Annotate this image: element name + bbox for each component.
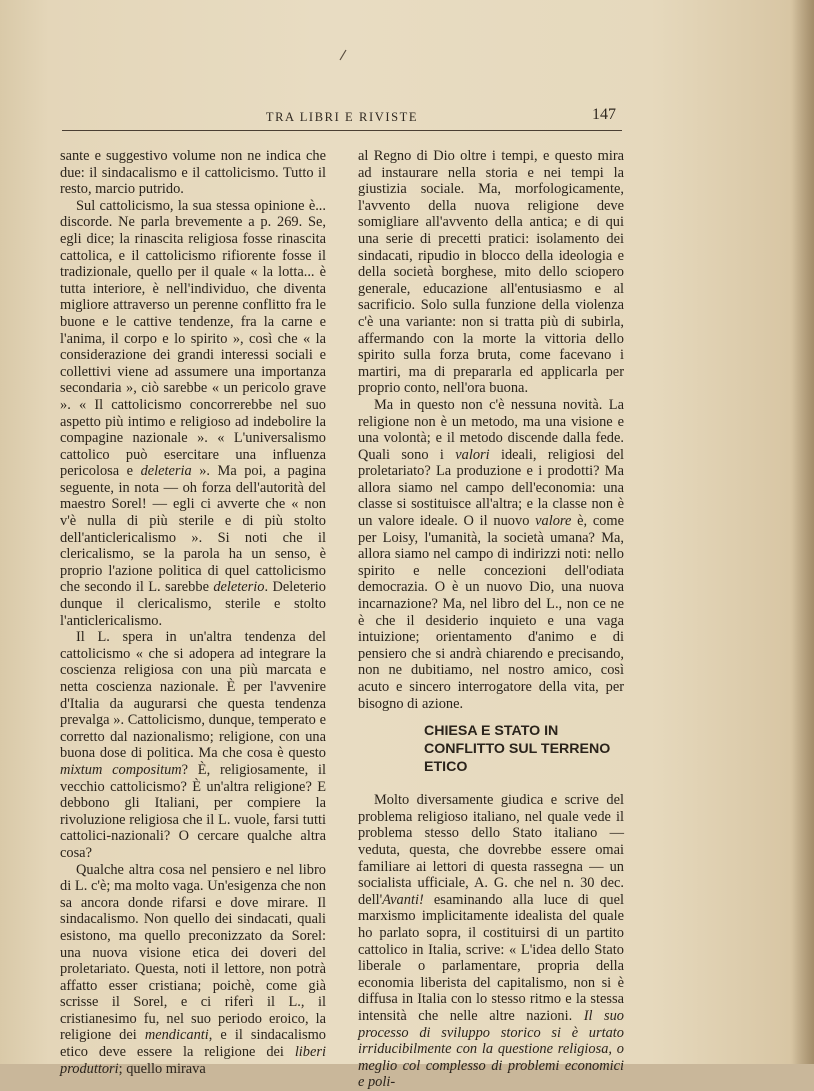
italic-term: deleterio <box>213 579 265 596</box>
paragraph: Sul cattolicismo, la sua stessa opinione è... discorde. Ne parla brevemente a p. 269. Se, egli dice; la rinascita religiosa fosse rinascita cattolica, e il cattolicismo rifiorente fosse il tradizionale, quello per il quale « la lotta... è tutta interiore, è nell'individuo, che diventa migliore attraverso un perenne conflitto fra le buone e le cattive tendenze, fra la carne e l'anima, il corpo e lo spirito », così che « la considerazione dei grandi interessi sociali e collettivi viene ad assumere una importanza secondaria », ciò sarebbe « un pericolo grave ». « Il cattolicismo concorrerebbe nel suo aspetto più intimo e religioso ad indebolire la compagine nazionale ». « L'universalismo cattolico può esercitare una influenza pericolosa e deleteria ». Ma poi, a pagina seguente, in nota — oh forza dell'autorità del maestro Sorel! — egli ci avverte che « non v'è nulla di più sterile e di più stolto dell'anticlericalismo ». Si noti che il clericalismo, se la parola ha un senso, è proprio l'azione politica di quel cattolicismo che secondo il L. sarebbe deleterio. Deleterio dunque il clericalismo, sterile e stolto l'anticlericalismo. <box>60 197 326 629</box>
italic-term: valori <box>455 446 490 463</box>
italic-term: liberi produttori <box>60 1044 326 1077</box>
italic-term: mendicanti <box>144 1027 209 1044</box>
left-column <box>60 148 326 1077</box>
italic-term: mixtum compositum <box>60 761 182 778</box>
paragraph: Il L. spera in un'altra tendenza del cattolicismo « che si adopera ad integrare la coscienza religiosa con una più marcata e netta coscienza nazionale. È per l'avvenire d'Italia da augurarsi che questa tendenza prevalga ». Cattolicismo, dunque, temperato e corretto dal nazionalismo; religione, con una buona dose di politica. Ma che cosa è questo mixtum compositum? È, religiosamente, il vecchio cattolicismo? È un'altra religione? E debbono gli Italiani, per compiere la rivoluzione religiosa che il L. vuole, farsi tutti cattolici-nazionali? O cercare qualche altra cosa? <box>60 629 326 861</box>
page-edge-shadow <box>792 0 814 1064</box>
italic-term: Avanti! <box>382 891 424 908</box>
italic-term: valore <box>535 513 572 530</box>
italic-quote: Il suo processo di sviluppo storico si è urtato irriducibilmente con la questione religiosa, o meglio col complesso di problemi economici e poli- <box>358 1007 624 1091</box>
right-column <box>358 148 624 1091</box>
running-header <box>62 104 622 131</box>
page-number: 147 <box>592 106 616 123</box>
section-heading: CHIESA E STATO IN CONFLITTO SUL TERRENO ETICO <box>424 723 611 776</box>
running-title: TRA LIBRI E RIVISTE <box>265 110 419 124</box>
paragraph: Ma in questo non c'è nessuna novità. La religione non è un metodo, ma una visione e una volontà; e il metodo discende dalla fede. Quali sono i valori ideali, religiosi del proletariato? La produzione e i prodotti? Ma allora siamo nel campo dell'economia: una classe si sostituisce all'altra; e la classe non è un valore ideale. O il nuovo valore è, come per Loisy, l'umanità, la società umana? Ma, allora siamo nel campo di indirizzi noti: nello spirito e nelle concezioni dell'odiata democrazia. O è un nuovo Dio, una nuova incarnazione? Ma, nel libro del L., non ce ne è che il desiderio inquieto e una vaga intuizione; orientamento d'animo e di pensiero che si andrà chiarendo e precisando, non ne dubitiamo, nel nostro amico, così acuto e sincero interrogatore della vita, per bisogno di azione. <box>358 396 625 712</box>
paragraph: Molto diversamente giudica e scrive del problema religioso italiano, nel quale vede il problema stesso dello Stato italiano — veduta, questa, che dovrebbe essere omai familiare ai lettori di questa rassegna — un socialista ufficiale, A. G. che nel n. 30 dec. dell'Avanti! esaminando alla luce di quel marxismo implicitamente idealista del quale ho parlato sopra, il costituirsi di un partito cattolico in Italia, scrive: « L'idea dello Stato liberale o parlamentare, propria della economia liberista del capitalismo, non si è diffusa in Italia con lo stesso ritmo e la stessa intensità che nelle altre nazioni. Il suo processo di sviluppo storico si è urtato irriducibilmente con la questione religiosa, o meglio col complesso di problemi economici e poli- <box>358 792 624 1091</box>
paragraph: sante e suggestivo volume non ne indica che due: il sindacalismo e il cattolicismo. Tutto il resto, marcio putrido. <box>60 148 326 198</box>
paragraph: al Regno di Dio oltre i tempi, e questo mira ad instaurare nella storia e nei tempi la giustizia sociale. Ma, morfologicamente, l'avvento della nuova religione deve somigliare all'avvento della antica; e di qui una serie di precetti pratici: isolamento dei sindacati, ripudio in blocco della ideologia e della società borghese, mito dello sciopero generale, educazione all'entusiasmo e al sacrificio. Solo sulla funzione della violenza c'è una variante: non si tratta più di subirla, affermando con la morte la vittoria dello spirito sulla forza bruta, come facevano i martiri, ma di prepararla ed applicarla per proprio conto, nell'ora buona. <box>358 148 624 397</box>
italic-term: deleteria <box>140 463 192 480</box>
paragraph: Qualche altra cosa nel pensiero e nel libro di L. c'è; ma molto vaga. Un'esigenza che non sa ancora donde rifarsi e dove mirare. Il sindacalismo. Non quello dei sindacati, quali esistono, ma quello preconizzato da Sorel: una nuova visione etica dei doveri del proletariato. Questa, noti il lettore, non potrà affatto esser cristiana; poichè, come già scrisse il Sorel, e ci riferì il L., il cristianesimo fu, nel suo periodo eroico, la religione dei mendicanti, e il sindacalismo etico deve essere la religione dei liberi produttori; quello mirava <box>60 861 326 1077</box>
pencil-mark-icon <box>336 48 350 62</box>
